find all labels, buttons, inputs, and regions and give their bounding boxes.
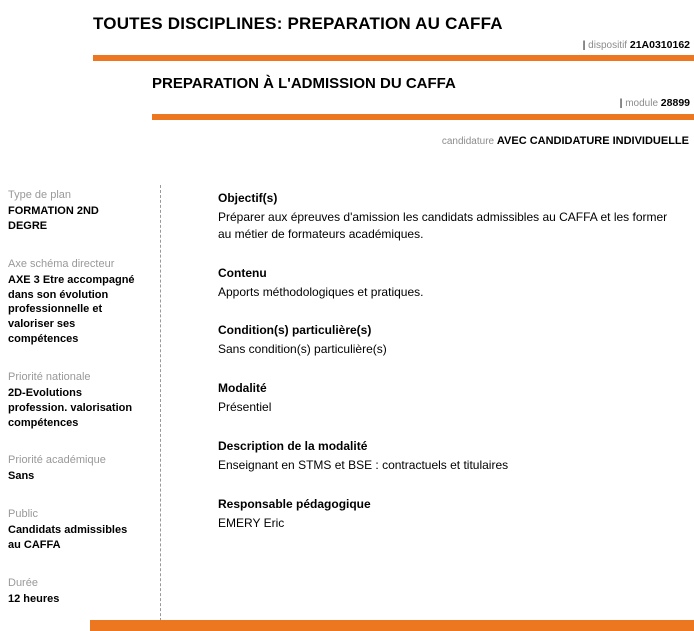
- field-label: Type de plan: [8, 189, 71, 201]
- sidebar-field-priorite-nationale: [8, 371, 138, 431]
- section-body: Préparer aux épreuves d'amission les candidats admissibles au CAFFA et les former au métier de formateurs académiques.: [218, 210, 668, 241]
- section-body: Apports méthodologiques et pratiques.: [218, 284, 424, 299]
- section-body: EMERY Eric: [218, 515, 285, 530]
- section-body: Enseignant en STMS et BSE : contractuels et titulaires: [218, 457, 509, 472]
- field-label: Public: [8, 508, 38, 521]
- section-heading: Description de la modalité: [218, 438, 368, 453]
- section-heading: Contenu: [218, 265, 267, 280]
- field-value: FORMATION 2ND DEGRE: [8, 205, 99, 232]
- field-value: Sans: [8, 470, 35, 483]
- field-value: 12 heures: [8, 592, 60, 605]
- page-title: TOUTES DISCIPLINES: PREPARATION AU CAFFA: [93, 14, 503, 33]
- candidature-label: candidature: [441, 136, 495, 147]
- field-label: Priorité académique: [8, 454, 106, 467]
- sidebar: [0, 185, 160, 631]
- section-contenu: [218, 266, 674, 301]
- section-modalite: [218, 381, 674, 416]
- section-body: Présentiel: [218, 400, 272, 415]
- field-value: Candidats admissibles au CAFFA: [8, 524, 128, 552]
- sidebar-field-axe-schema: [8, 258, 138, 347]
- section-description-modalite: [218, 439, 674, 474]
- orange-divider-bottom: [90, 620, 694, 631]
- orange-divider-module: [152, 114, 694, 120]
- field-value: 2D-Evolutions profession. valorisation compétences: [8, 386, 133, 429]
- dispositif-meta: [0, 39, 694, 52]
- dispositif-label: dispositif: [588, 40, 628, 51]
- module-label: module: [625, 98, 659, 109]
- module-title: PREPARATION À L'ADMISSION DU CAFFA: [152, 75, 456, 92]
- main-column: [160, 185, 694, 631]
- module-number: 28899: [660, 97, 690, 109]
- pipe-separator: |: [582, 40, 586, 51]
- field-value: AXE 3 Etre accompagné dans son évolution professionnelle et valoriser ses compétences: [8, 273, 135, 346]
- dispositif-value: 21A0310162: [629, 39, 690, 51]
- module-meta: [0, 97, 694, 110]
- candidature-line: [0, 135, 694, 147]
- section-conditions: [218, 323, 674, 358]
- section-heading: Condition(s) particulière(s): [218, 323, 372, 338]
- pipe-separator: |: [619, 98, 623, 109]
- section-responsable: [218, 497, 674, 532]
- sidebar-field-duree: [8, 577, 138, 607]
- section-heading: Responsable pédagogique: [218, 496, 371, 511]
- section-body: Sans condition(s) particulière(s): [218, 342, 387, 357]
- field-label: Durée: [8, 576, 38, 589]
- field-label: Priorité nationale: [8, 370, 91, 383]
- content-area: [0, 185, 694, 631]
- section-heading: Objectif(s): [218, 191, 278, 205]
- sidebar-field-priorite-academique: [8, 454, 138, 484]
- candidature-value: AVEC CANDIDATURE INDIVIDUELLE: [496, 135, 689, 147]
- sidebar-field-type-de-plan: [8, 189, 138, 234]
- section-heading: Modalité: [218, 381, 267, 396]
- field-label: Axe schéma directeur: [8, 257, 115, 270]
- sidebar-field-public: [8, 508, 138, 553]
- section-objectifs: [218, 191, 674, 243]
- orange-divider-top: [93, 55, 694, 61]
